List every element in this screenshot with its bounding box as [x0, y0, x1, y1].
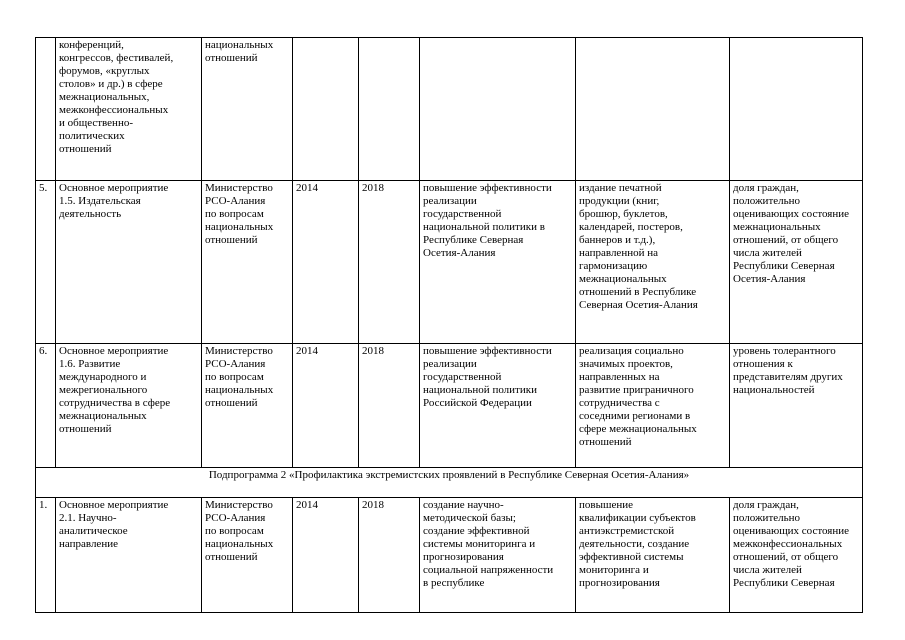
end-year-cell: 2018: [359, 181, 420, 344]
executor-cell: Министерство РСО-Алания по вопросам национальных отношений: [202, 181, 293, 344]
start-year-cell: 2014: [293, 181, 359, 344]
table-row: [36, 38, 863, 181]
row-number: [36, 38, 56, 181]
indicator-cell: доля граждан, положительно оценивающих состояние межконфессиональных отношений, от общего числа жителей Республики Северная: [730, 498, 863, 613]
subprogram-header-row: [36, 468, 863, 498]
consequences-cell: реализация социально значимых проектов, направленных на развитие приграничного сотрудничества с соседними регионами в сфере межнациональных отношений: [576, 344, 730, 468]
end-year-cell: 2018: [359, 344, 420, 468]
table-row: [36, 344, 863, 468]
table-row: [36, 498, 863, 613]
activity-cell: конференций, конгрессов, фестивалей, форумов, «круглых столов» и др.) в сфере межнациональных, межконфессиональных и общественно- политических отношений: [56, 38, 202, 181]
executor-cell: Министерство РСО-Алания по вопросам национальных отношений: [202, 344, 293, 468]
row-number: 1.: [36, 498, 56, 613]
subprogram-title: Подпрограмма 2 «Профилактика экстремистских проявлений в Республике Северная Осетия-Алания»: [36, 468, 863, 498]
program-table: [35, 37, 863, 613]
consequences-cell: повышение квалификации субъектов антиэкстремистской деятельности, создание эффективной системы мониторинга и прогнозирования: [576, 498, 730, 613]
indicator-cell: [730, 38, 863, 181]
activity-cell: Основное мероприятие 1.6. Развитие международного и межрегионального сотрудничества в сфере межнациональных отношений: [56, 344, 202, 468]
start-year-cell: [293, 38, 359, 181]
consequences-cell: [576, 38, 730, 181]
activity-cell: Основное мероприятие 2.1. Научно- аналитическое направление: [56, 498, 202, 613]
row-number: 5.: [36, 181, 56, 344]
end-year-cell: [359, 38, 420, 181]
outcome-cell: повышение эффективности реализации государственной национальной политики в Республике Северная Осетия-Алания: [420, 181, 576, 344]
consequences-cell: издание печатной продукции (книг, брошюр, буклетов, календарей, постеров, баннеров и т.д.), направленной на гармонизацию межнациональных отношений в Республике Северная Осетия-Алания: [576, 181, 730, 344]
table-row: [36, 181, 863, 344]
end-year-cell: 2018: [359, 498, 420, 613]
outcome-cell: повышение эффективности реализации государственной национальной политики Российской Федерации: [420, 344, 576, 468]
row-number: 6.: [36, 344, 56, 468]
start-year-cell: 2014: [293, 498, 359, 613]
executor-cell: Министерство РСО-Алания по вопросам национальных отношений: [202, 498, 293, 613]
outcome-cell: [420, 38, 576, 181]
outcome-cell: создание научно- методической базы; создание эффективной системы мониторинга и прогнозирования социальной напряженности в республике: [420, 498, 576, 613]
start-year-cell: 2014: [293, 344, 359, 468]
activity-cell: Основное мероприятие 1.5. Издательская деятельность: [56, 181, 202, 344]
indicator-cell: доля граждан, положительно оценивающих состояние межнациональных отношений, от общего числа жителей Республики Северная Осетия-Алания: [730, 181, 863, 344]
executor-cell: национальных отношений: [202, 38, 293, 181]
indicator-cell: уровень толерантного отношения к представителям других национальностей: [730, 344, 863, 468]
